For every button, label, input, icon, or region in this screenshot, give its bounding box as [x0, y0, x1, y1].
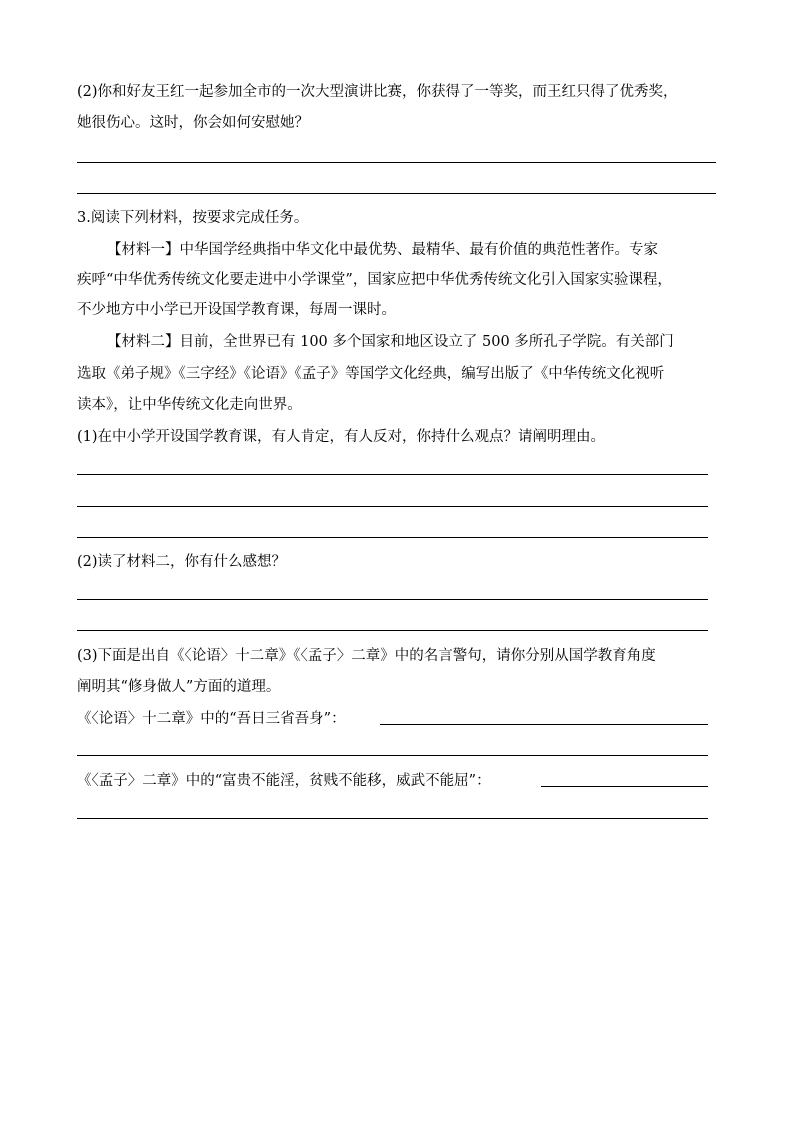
answer-line[interactable]	[77, 506, 708, 507]
material1-line-2: 疾呼“中华优秀传统文化要走进中小学课堂”，国家应把中华优秀传统文化引入国家实验课程，	[77, 272, 672, 288]
answer-line[interactable]	[77, 755, 708, 756]
material2-line-2: 选取《弟子规》《三字经》《论语》《孟子》等国学文化经典，编写出版了《中华传统文化视听	[77, 366, 665, 382]
q3-sub3-line-1: (3)下面是出自《〈论语〉十二章》《〈孟子〉二章》中的名言警句，请你分别从国学教育角度	[77, 648, 656, 664]
answer-line[interactable]	[380, 724, 708, 725]
answer-line[interactable]	[77, 193, 716, 194]
q3-heading: 3.阅读下列材料，按要求完成任务。	[77, 210, 309, 226]
q3-sub2-text: (2)读了材料二，你有什么感想？	[77, 554, 287, 570]
q3-sub1-text: (1)在中小学开设国学教育课，有人肯定，有人反对，你持什么观点？请阐明理由。	[77, 429, 606, 445]
q2-text-line-2: 她很伤心。这时，你会如何安慰她？	[77, 115, 309, 131]
answer-line[interactable]	[541, 786, 708, 787]
material2-line-1: 【材料二】目前，全世界已有 100 多个国家和地区设立了 500 多所孔子学院。有关部门	[107, 334, 674, 350]
material1-line-1: 【材料一】中华国学经典指中华文化中最优势、最精华、最有价值的典范性著作。专家	[107, 242, 658, 258]
answer-line[interactable]	[77, 630, 708, 631]
material2-line-3: 读本》，让中华传统文化走向世界。	[77, 397, 302, 413]
material1-line-3: 不少地方中小学已开设国学教育课，每周一课时。	[77, 302, 396, 318]
answer-line[interactable]	[77, 474, 708, 475]
answer-line[interactable]	[77, 162, 716, 163]
q3-sub3-line-2: 阐明其“修身做人”方面的道理。	[77, 679, 281, 695]
q3-sub3-item-2: 《〈孟子〉二章》中的“富贵不能淫，贫贱不能移，威武不能屈”：	[77, 773, 491, 789]
q2-text-line-1: (2)你和好友王红一起参加全市的一次大型演讲比赛，你获得了一等奖，而王红只得了优秀奖，	[77, 84, 678, 100]
q3-sub3-item-1: 《〈论语〉十二章》中的“吾日三省吾身”：	[77, 711, 346, 727]
answer-line[interactable]	[77, 537, 708, 538]
answer-line[interactable]	[77, 818, 708, 819]
answer-line[interactable]	[77, 599, 708, 600]
